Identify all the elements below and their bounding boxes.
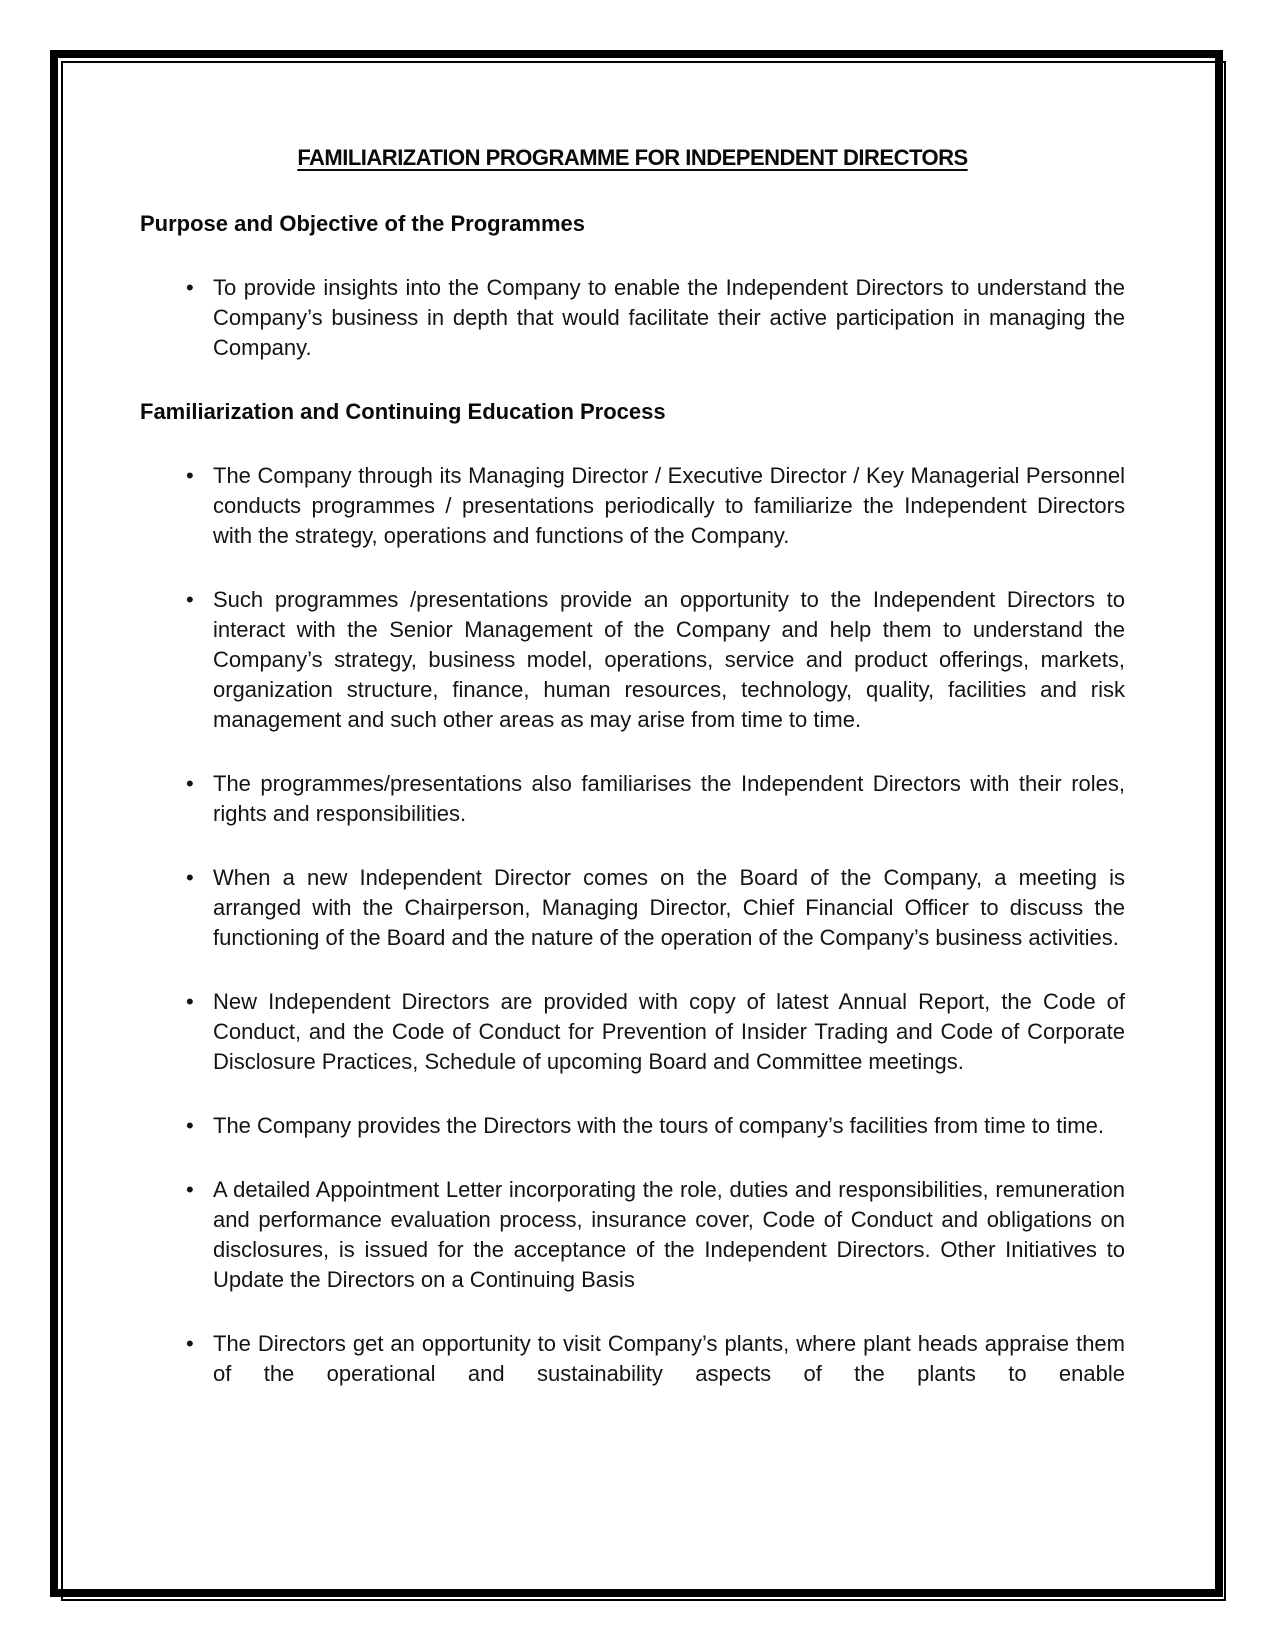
bullet-text: The Directors get an opportunity to visit Company’s plants, where plant heads appraise them of the operational and sustainability aspects of the plants to enable <box>213 1331 1125 1386</box>
bullet-marker: • <box>186 771 194 796</box>
section-heading-familiarization: Familiarization and Continuing Education Process <box>140 399 666 424</box>
bullet-text: The Company provides the Directors with the tours of company’s facilities from time to time. <box>213 1113 1104 1138</box>
bullet-text: To provide insights into the Company to enable the Independent Directors to understand the Company’s business in depth that would facilitate their active participation in managing the Company. <box>213 275 1125 360</box>
bullet-item <box>140 769 1125 829</box>
bullet-marker: • <box>186 1113 194 1138</box>
bullet-item <box>140 1111 1125 1141</box>
bullet-text: The Company through its Managing Director / Executive Director / Key Managerial Personnel conducts programmes / presentations periodically to familiarize the Independent Directors with the strategy, operations and functions of the Company. <box>213 463 1125 548</box>
bullet-marker: • <box>186 865 194 890</box>
bullet-item <box>140 1175 1125 1295</box>
bullet-marker: • <box>186 463 194 488</box>
bullet-marker: • <box>186 275 194 300</box>
bullet-text: New Independent Directors are provided with copy of latest Annual Report, the Code of Conduct, and the Code of Conduct for Prevention of Insider Trading and Code of Corporate Disclosure Practices, Schedule of upcoming Board and Committee meetings. <box>213 989 1125 1074</box>
document-title: FAMILIARIZATION PROGRAMME FOR INDEPENDENT DIRECTORS <box>297 145 968 170</box>
bullet-text: The programmes/presentations also familiarises the Independent Directors with their roles, rights and responsibilities. <box>213 771 1125 826</box>
bullet-marker: • <box>186 587 194 612</box>
bullet-item <box>140 987 1125 1077</box>
bullet-marker: • <box>186 1331 194 1356</box>
bullet-text: Such programmes /presentations provide an opportunity to the Independent Directors to interact with the Senior Management of the Company and help them to understand the Company’s strategy, business model, operations, service and product offerings, markets, organization structure, finance, human resources, technology, quality, facilities and risk management and such other areas as may arise from time to time. <box>213 587 1125 732</box>
bullet-item <box>140 461 1125 551</box>
bullet-marker: • <box>186 1177 194 1202</box>
bullet-text: A detailed Appointment Letter incorporating the role, duties and responsibilities, remuneration and performance evaluation process, insurance cover, Code of Conduct and obligations on disclosures, is issued for the acceptance of the Independent Directors. Other Initiatives to Update the Directors on a Continuing Basis <box>213 1177 1125 1292</box>
bullet-marker: • <box>186 989 194 1014</box>
document-content <box>140 143 1125 1423</box>
bullet-item <box>140 1329 1125 1389</box>
bullet-item <box>140 585 1125 735</box>
bullet-text: When a new Independent Director comes on the Board of the Company, a meeting is arranged with the Chairperson, Managing Director, Chief Financial Officer to discuss the functioning of the Board and the nature of the operation of the Company’s business activities. <box>213 865 1125 950</box>
section-heading-purpose: Purpose and Objective of the Programmes <box>140 211 586 236</box>
bullet-item <box>140 863 1125 953</box>
bullet-item <box>140 273 1125 363</box>
